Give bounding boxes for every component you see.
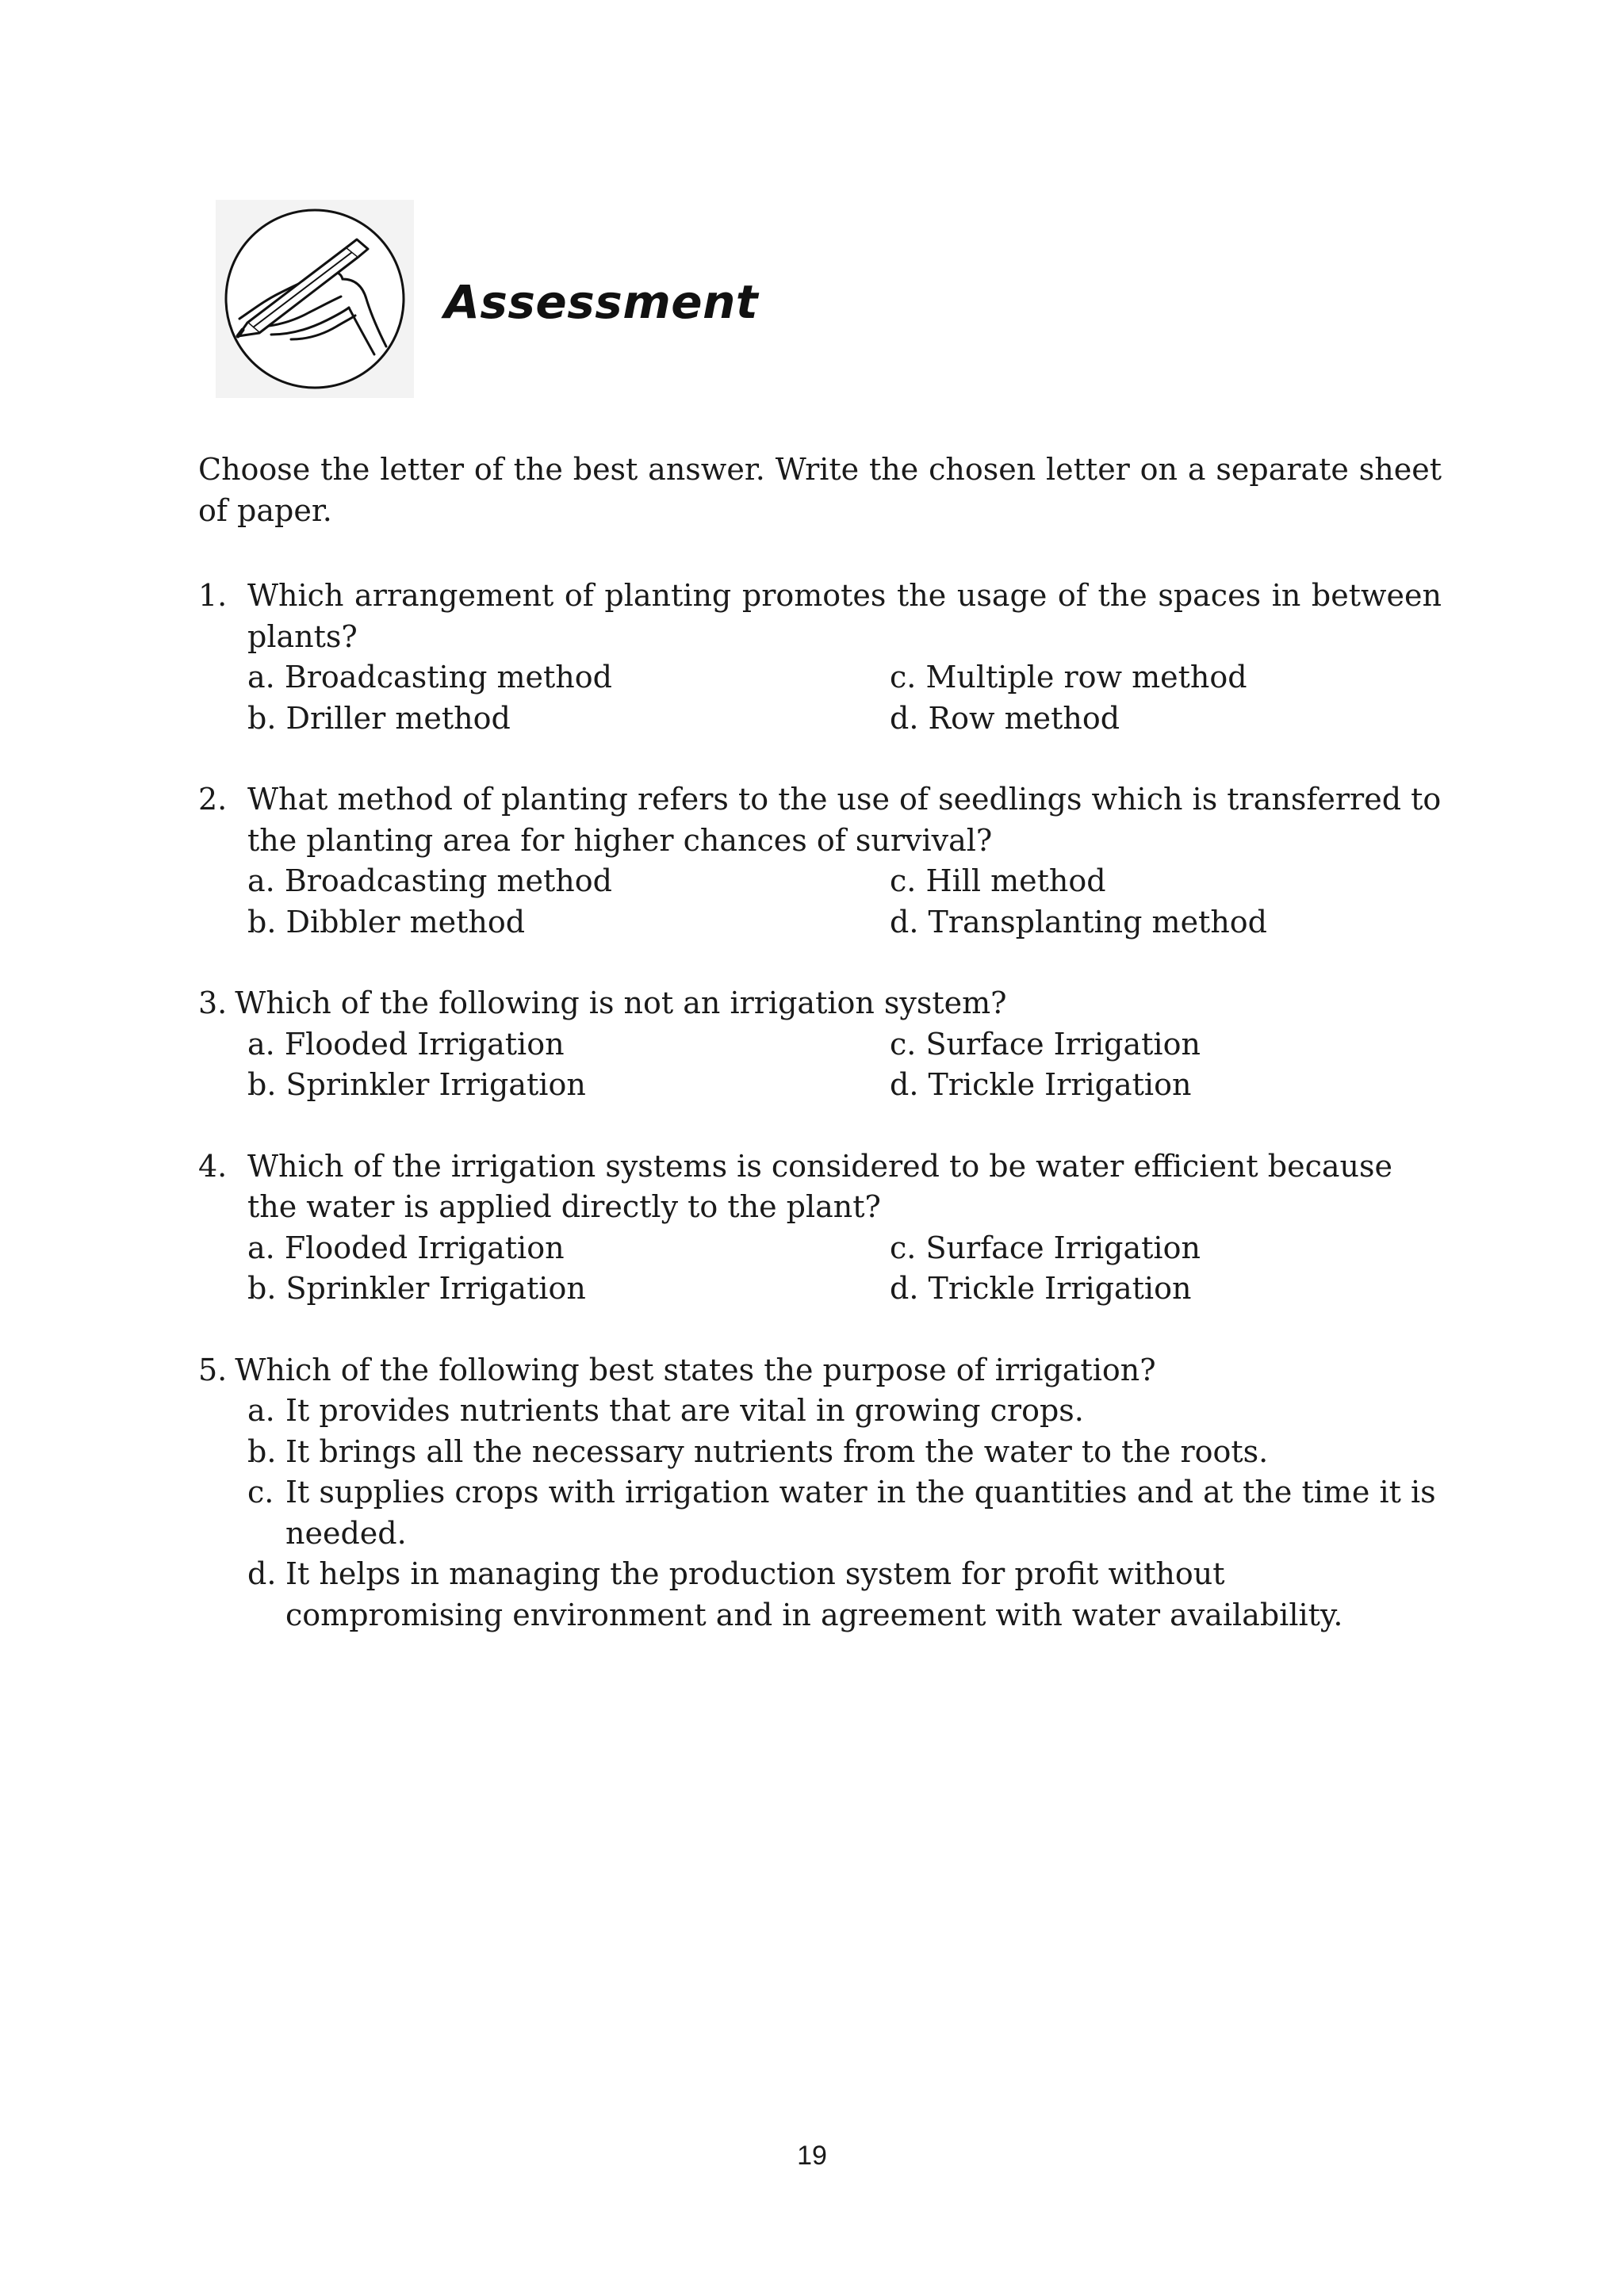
- choice-d: d. Transplanting method: [890, 904, 1268, 939]
- choice-d: d. Row method: [890, 700, 1120, 736]
- question-number: 2.: [198, 782, 228, 817]
- question-1: [198, 576, 1442, 739]
- instructions-text: Choose the letter of the best answer. Write the chosen letter on a separate sheet of paper.: [198, 452, 1442, 528]
- choices: [198, 861, 1442, 943]
- question-5: [198, 1350, 1442, 1636]
- choice-b: b. Sprinkler Irrigation: [247, 1067, 586, 1102]
- choice-a: a. Flooded Irrigation: [247, 1026, 565, 1062]
- choice-text: It helps in managing the production system for profit without compromising environment and in agreement with water availability.: [285, 1556, 1343, 1632]
- choices: [198, 1391, 1442, 1636]
- page-number: 19: [797, 2141, 827, 2171]
- question-number: 3.: [198, 985, 228, 1020]
- hand-writing-pencil-icon: [216, 200, 414, 398]
- choice-d: d. Trickle Irrigation: [890, 1271, 1192, 1306]
- choice-b: b. Dibbler method: [247, 904, 526, 939]
- choice-c: c. Hill method: [890, 863, 1106, 898]
- choices: [198, 1024, 1442, 1106]
- question-stem: Which of the following is not an irrigation system?: [235, 985, 1007, 1020]
- choice-letter: b.: [247, 1433, 277, 1469]
- question-stem: What method of planting refers to the use of seedlings which is transferred to the planting area for higher chances of survival?: [247, 782, 1442, 858]
- question-stem: Which arrangement of planting promotes the usage of the spaces in between plants?: [247, 578, 1442, 654]
- choices: [198, 657, 1442, 739]
- question-stem: Which of the following best states the purpose of irrigation?: [235, 1352, 1156, 1387]
- question-stem: Which of the irrigation systems is considered to be water efficient because the water is applied directly to the plant?: [247, 1148, 1392, 1224]
- question-list: [198, 576, 1442, 1676]
- choice-letter: c.: [247, 1475, 274, 1510]
- choice-letter: a.: [247, 1393, 275, 1428]
- question-4: [198, 1146, 1442, 1310]
- choice-a: [247, 1391, 1442, 1432]
- choice-c: c. Surface Irrigation: [890, 1230, 1201, 1265]
- choice-letter: d.: [247, 1556, 277, 1591]
- choice-c: [247, 1472, 1442, 1554]
- question-number: 1.: [198, 578, 228, 613]
- choice-a: a. Broadcasting method: [247, 660, 612, 695]
- question-2: [198, 779, 1442, 943]
- choice-a: a. Broadcasting method: [247, 863, 612, 898]
- question-3: [198, 983, 1442, 1106]
- choice-b: b. Driller method: [247, 700, 511, 736]
- choice-c: c. Surface Irrigation: [890, 1026, 1201, 1062]
- section-title: Assessment: [444, 275, 759, 329]
- choice-c: c. Multiple row method: [890, 660, 1247, 695]
- choice-text: It supplies crops with irrigation water in the quantities and at the time it is needed.: [285, 1475, 1436, 1551]
- choice-d: d. Trickle Irrigation: [890, 1067, 1192, 1102]
- choice-text: It brings all the necessary nutrients from the water to the roots.: [285, 1433, 1269, 1469]
- question-number: 5.: [198, 1352, 228, 1387]
- choice-a: a. Flooded Irrigation: [247, 1230, 565, 1265]
- section-header: [216, 200, 758, 398]
- choice-text: It provides nutrients that are vital in growing crops.: [285, 1393, 1084, 1428]
- choices: [198, 1228, 1442, 1310]
- question-number: 4.: [198, 1148, 228, 1184]
- choice-b: b. Sprinkler Irrigation: [247, 1271, 586, 1306]
- choice-b: [247, 1432, 1442, 1473]
- choice-d: [247, 1554, 1442, 1636]
